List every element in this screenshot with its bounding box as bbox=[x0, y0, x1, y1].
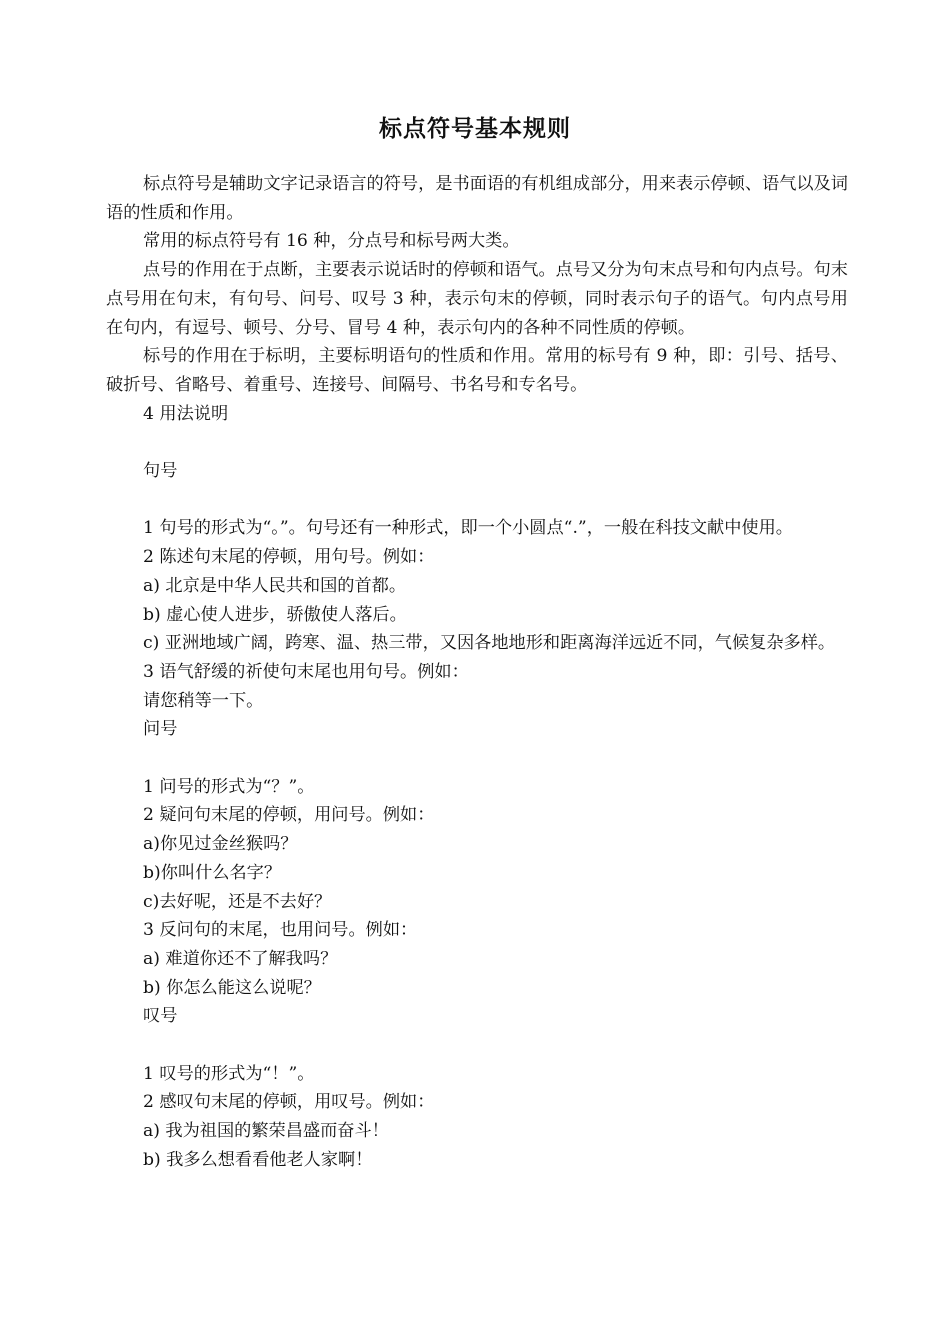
period-line: 1 句号的形式为“。”。句号还有一种形式，即一个小圆点“.”，一般在科技文献中使用。 bbox=[143, 518, 793, 539]
period-line: a) 北京是中华人民共和国的首都。 bbox=[143, 575, 407, 596]
blank-line bbox=[106, 428, 848, 457]
period-line: 请您稍等一下。 bbox=[143, 690, 264, 711]
section-heading-usage: 4 用法说明 bbox=[143, 403, 229, 424]
question-line: a)你见过金丝猴吗？ bbox=[143, 834, 298, 855]
question-line: b)你叫什么名字？ bbox=[143, 862, 282, 883]
document-body bbox=[106, 170, 848, 1175]
paragraph-intro-3: 点号的作用在于点断，主要表示说话时的停顿和语气。点号又分为句末点号和句内点号。句末点号用在句末，有句号、问号、叹号 3 种，表示句末的停顿，同时表示句子的语气。句内点号用在句内，有逗号、顿号、分号、冒号 4 种，表示句内的各种不同性质的停顿。 bbox=[106, 260, 848, 338]
document-title: 标点符号基本规则 bbox=[379, 115, 571, 142]
period-line: c) 亚洲地域广阔，跨寒、温、热三带，又因各地地形和距离海洋远近不同，气候复杂多样。 bbox=[143, 633, 836, 654]
exclamation-line: b) 我多么想看看他老人家啊！ bbox=[143, 1149, 373, 1170]
question-line: b) 你怎么能这么说呢？ bbox=[143, 977, 321, 998]
blank-line bbox=[106, 1031, 848, 1060]
paragraph-intro-2: 常用的标点符号有 16 种，分点号和标号两大类。 bbox=[143, 231, 520, 252]
exclamation-line: 2 感叹句末尾的停顿，用叹号。例如： bbox=[143, 1092, 435, 1113]
exclamation-line: 1 叹号的形式为“！”。 bbox=[143, 1063, 315, 1084]
question-line: c)去好呢，还是不去好？ bbox=[143, 891, 332, 912]
question-line: 2 疑问句末尾的停顿，用问号。例如： bbox=[143, 805, 435, 826]
section-heading-exclamation: 叹号 bbox=[143, 1006, 178, 1027]
exclamation-line: a) 我为祖国的繁荣昌盛而奋斗！ bbox=[143, 1121, 389, 1142]
question-line: 1 问号的形式为“？”。 bbox=[143, 776, 315, 797]
period-line: 2 陈述句末尾的停顿，用句号。例如： bbox=[143, 547, 435, 568]
period-line: b) 虚心使人进步，骄傲使人落后。 bbox=[143, 604, 407, 625]
section-heading-period: 句号 bbox=[143, 461, 178, 482]
blank-line bbox=[106, 486, 848, 515]
question-line: a) 难道你还不了解我吗？ bbox=[143, 948, 338, 969]
period-line: 3 语气舒缓的祈使句末尾也用句号。例如： bbox=[143, 661, 469, 682]
section-heading-question: 问号 bbox=[143, 719, 178, 740]
blank-line bbox=[106, 744, 848, 773]
paragraph-intro-1: 标点符号是辅助文字记录语言的符号，是书面语的有机组成部分，用来表示停顿、语气以及词语的性质和作用。 bbox=[106, 174, 848, 223]
paragraph-intro-4: 标号的作用在于标明，主要标明语句的性质和作用。常用的标号有 9 种，即：引号、括号、破折号、省略号、着重号、连接号、间隔号、书名号和专名号。 bbox=[106, 346, 848, 395]
question-line: 3 反问句的末尾，也用问号。例如： bbox=[143, 920, 418, 941]
